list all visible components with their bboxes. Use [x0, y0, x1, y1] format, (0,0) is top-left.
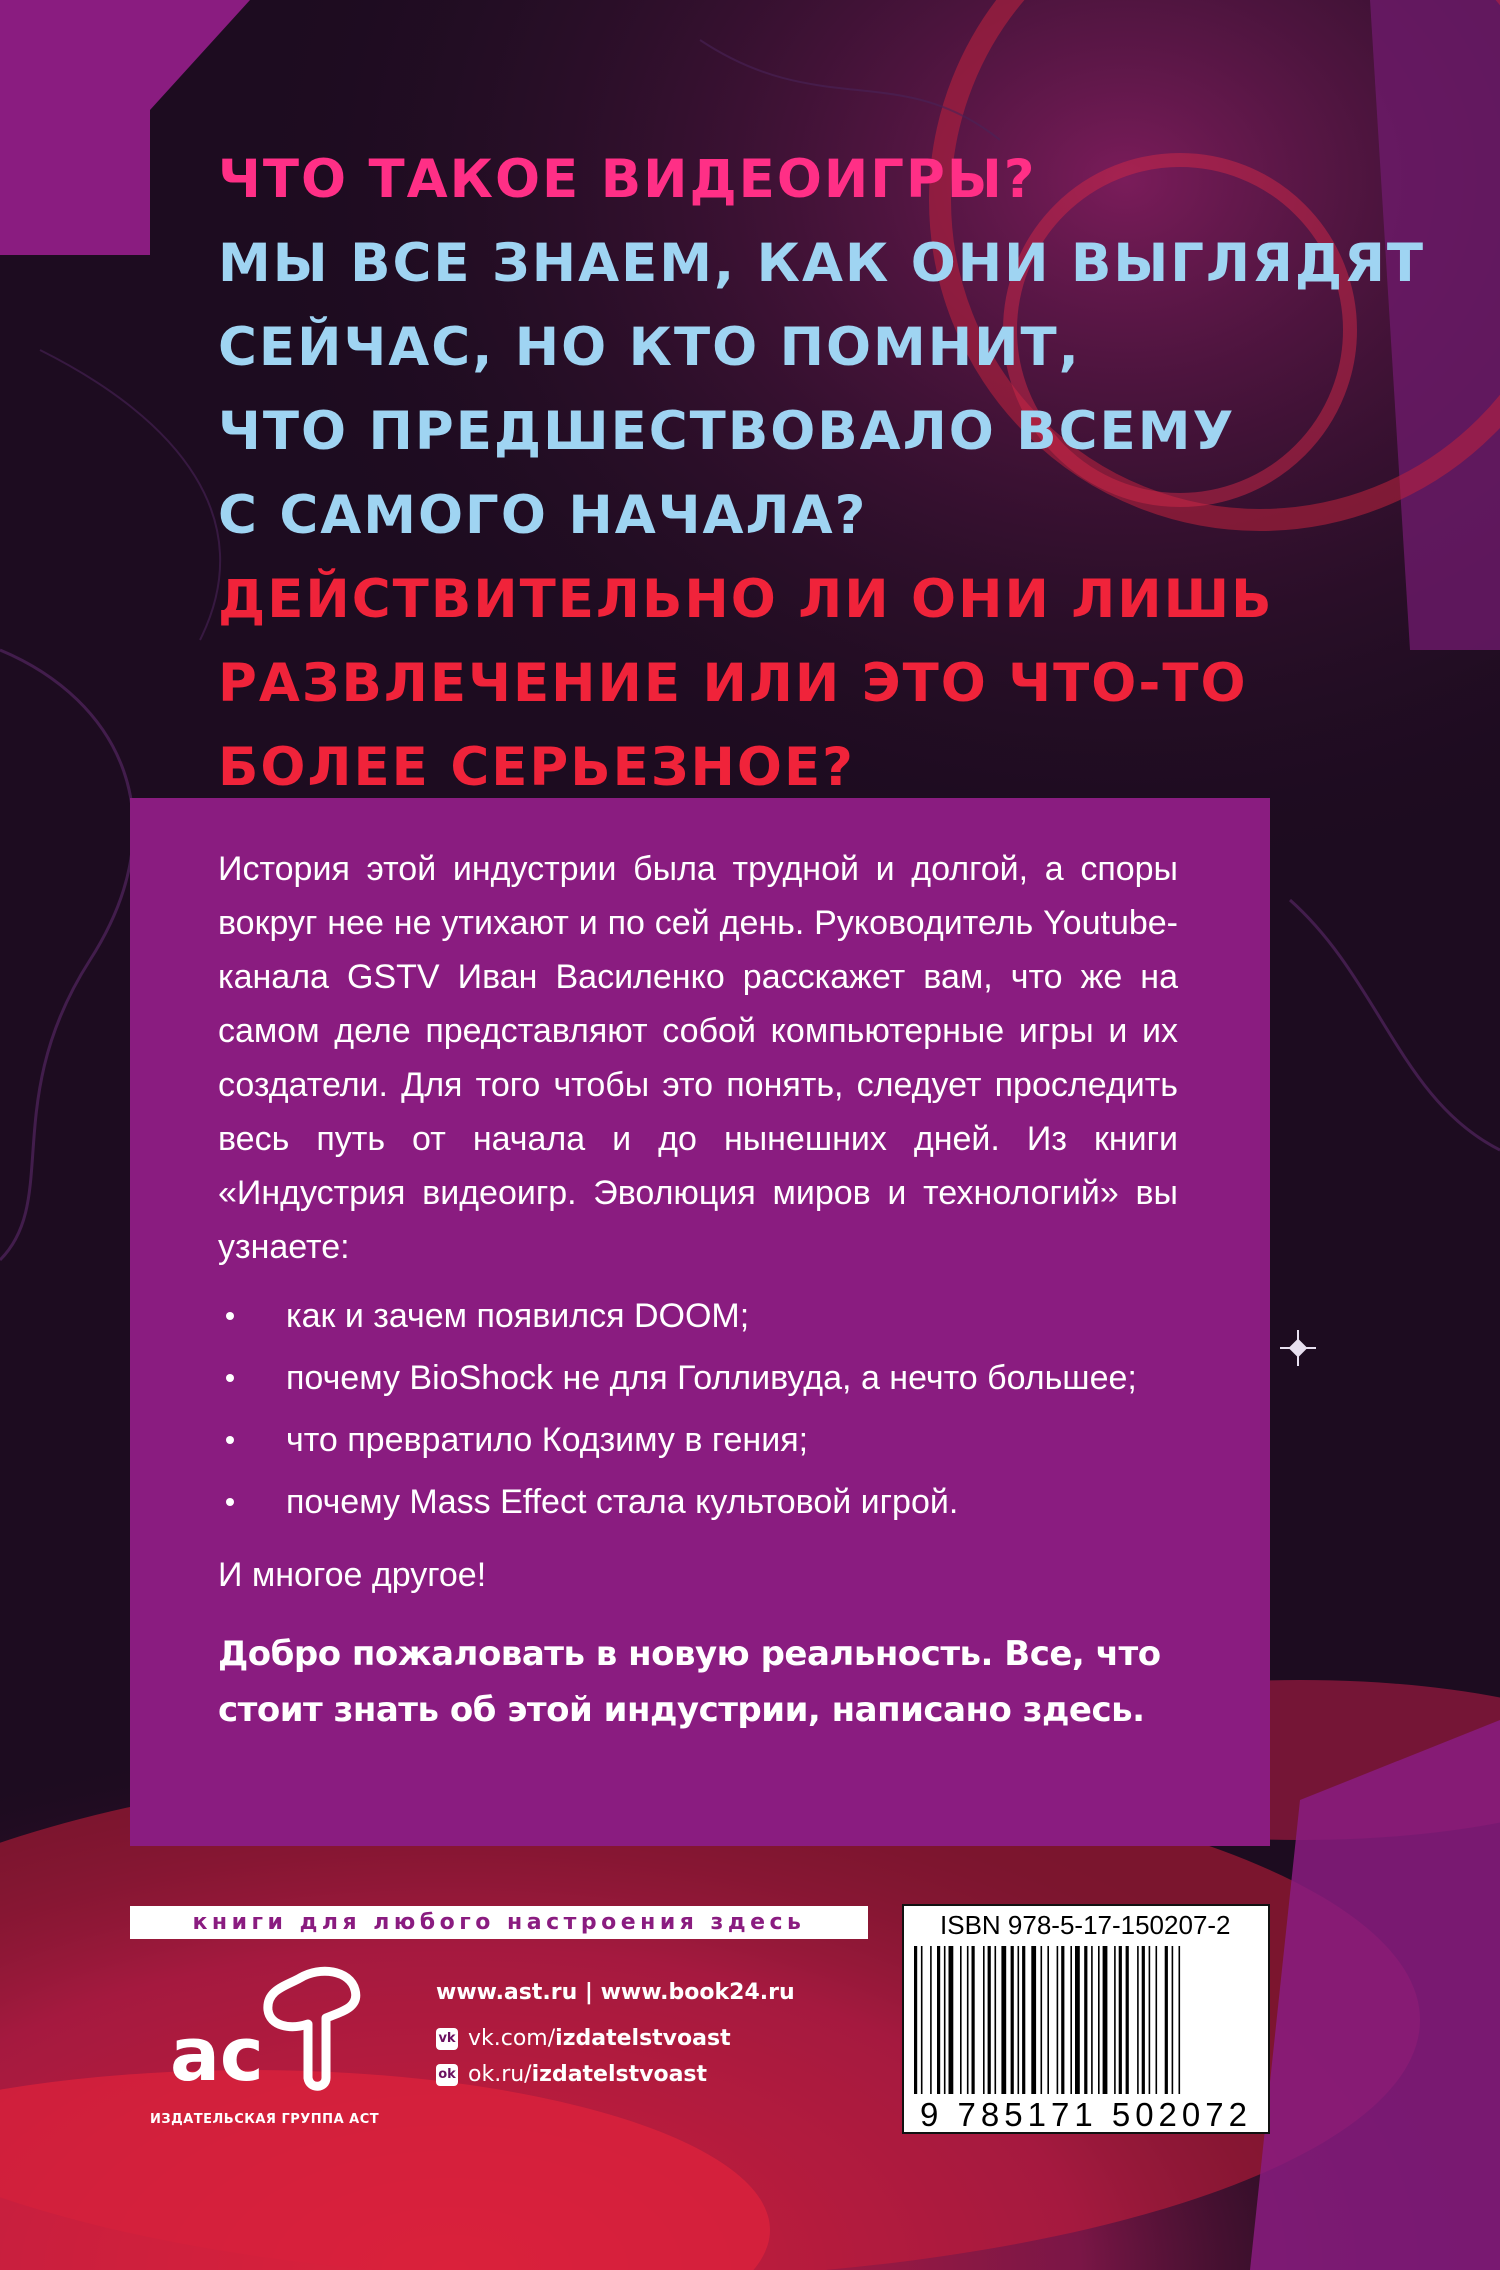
ok-icon: ok: [436, 2064, 458, 2086]
barcode-icon: [910, 1946, 1264, 2094]
vk-link-handle: izdatelstvoast: [555, 2026, 731, 2051]
isbn-number: ISBN 978-5-17-150207-2: [940, 1910, 1231, 1940]
ok-link[interactable]: [436, 2062, 707, 2087]
description-outro: И многое другое!: [218, 1556, 487, 1594]
list-item: [218, 1474, 1178, 1530]
list-item: [218, 1288, 1178, 1344]
headline-line: С САМОГО НАЧАЛА?: [218, 485, 868, 546]
bullet-icon: [226, 1498, 234, 1506]
welcome-text: Добро пожаловать в новую реальность. Все, что стоит знать об этой индустрии, написано здесь.: [218, 1634, 1161, 1730]
headline-line: ДЕЙСТВИТЕЛЬНО ЛИ ОНИ ЛИШЬ: [218, 569, 1274, 630]
list-item: [218, 1412, 1178, 1468]
vk-link[interactable]: [436, 2026, 731, 2051]
list-item-text: что превратило Кодзиму в гения;: [286, 1421, 809, 1459]
svg-text:ac: ac: [170, 2012, 264, 2098]
vk-icon: vk: [436, 2028, 458, 2050]
headline-line: МЫ ВСЕ ЗНАЕМ, КАК ОНИ ВЫГЛЯДЯТ: [218, 233, 1426, 294]
list-item-text: почему Mass Effect стала культовой игрой.: [286, 1483, 959, 1521]
headline-line: БОЛЕЕ СЕРЬЕЗНОЕ?: [218, 737, 855, 798]
ok-link-handle: izdatelstvoast: [531, 2062, 708, 2087]
ean-number: 9 785171 502072: [920, 2096, 1252, 2133]
slogan-strip: книги для любого настроения здесь: [130, 1906, 868, 1939]
list-item-text: почему BioShock не для Голливуда, а нечто большее;: [286, 1359, 1137, 1397]
headline-line: РАЗВЛЕЧЕНИЕ ИЛИ ЭТО ЧТО-ТО: [218, 653, 1248, 714]
publisher-websites[interactable]: www.ast.ru | www.book24.ru: [436, 1980, 795, 2005]
headline-line: ЧТО ПРЕДШЕСТВОВАЛО ВСЕМУ: [218, 401, 1236, 462]
bullet-icon: [226, 1374, 234, 1382]
bullet-icon: [226, 1312, 234, 1320]
description-intro: История этой индустрии была трудной и долгой, а споры вокруг нее не утихают и по сей день. Руководитель Youtube-канала GSTV Иван Василенко расскажет вам, что же на самом деле представляют собой компьютерные игры и их создатели. Для того чтобы это понять, следует проследить весь путь от начала и до нынешних дней. Из книги «Индустрия видеоигр. Эволюция миров и технологий» вы узнаете:: [218, 850, 1178, 1266]
ok-link-prefix: ok.ru/: [468, 2062, 532, 2087]
bullet-icon: [226, 1436, 234, 1444]
headline-line: ЧТО ТАКОЕ ВИДЕОИГРЫ?: [218, 149, 1037, 210]
headline: [218, 138, 1448, 810]
barcode-box: [902, 1904, 1270, 2134]
description-box: [130, 798, 1270, 1846]
headline-line: СЕЙЧАС, НО КТО ПОМНИТ,: [218, 317, 1081, 378]
list-item-text: как и зачем появился DOOM;: [286, 1297, 750, 1335]
ast-logo-icon: [150, 1960, 400, 2100]
feature-list: [218, 1288, 1178, 1530]
vk-link-prefix: vk.com/: [468, 2026, 556, 2051]
publisher-caption: ИЗДАТЕЛЬСКАЯ ГРУППА АСТ: [150, 2112, 380, 2127]
list-item: [218, 1350, 1178, 1406]
